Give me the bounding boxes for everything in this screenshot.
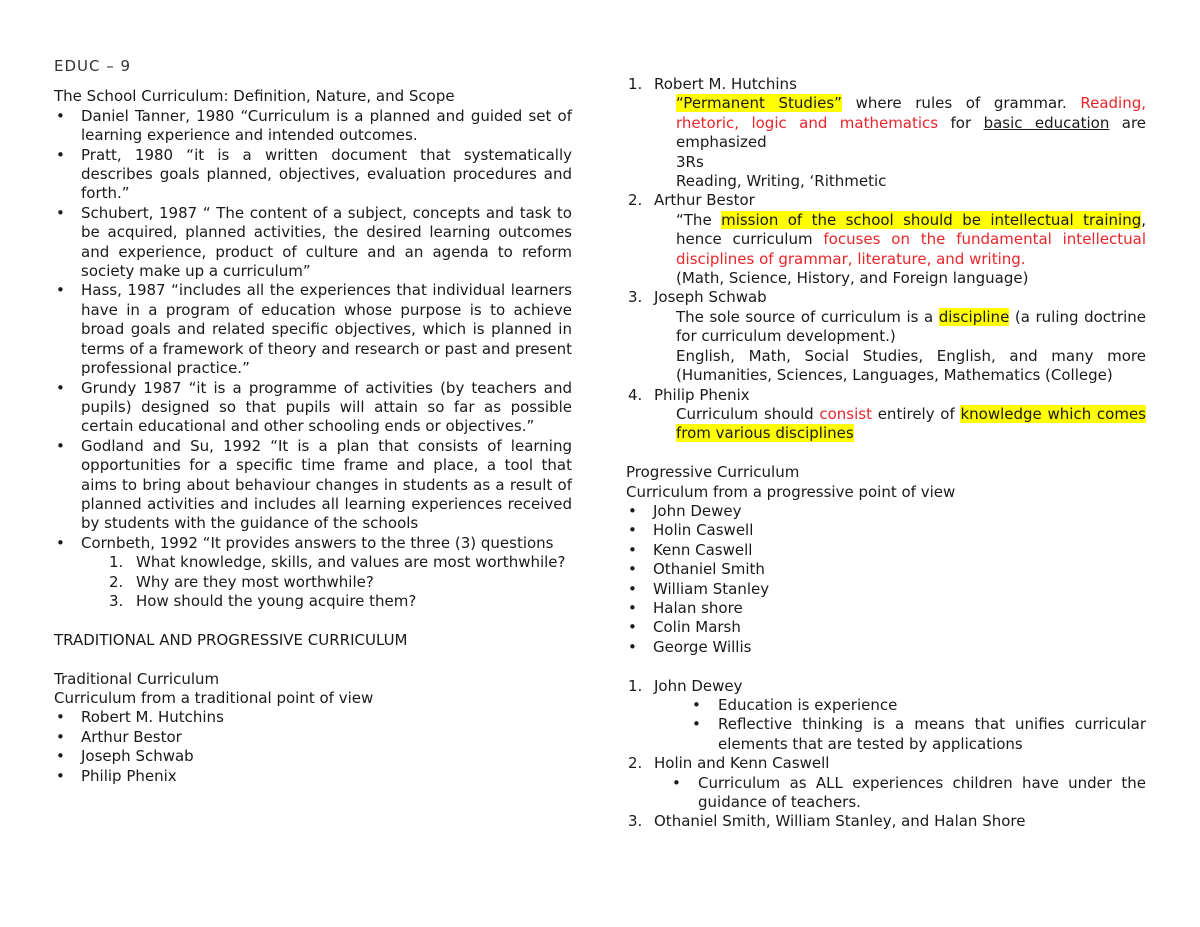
question-item: 1. What knowledge, skills, and values are most worthwhile? — [109, 553, 566, 572]
schwab-item: 3. Joseph Schwab — [628, 288, 767, 307]
question-list — [54, 553, 572, 611]
progressive-title: Progressive Curriculum — [626, 463, 800, 482]
left-column — [54, 57, 572, 786]
caswell-item: 2. Holin and Kenn Caswell — [628, 754, 830, 773]
definition-item-hass: • Hass, 1987 “includes all the experiences that individual learners have in a program of education whose purpose is to achieve broad goals and related specific objectives, which is planned in terms of a framework of theory and research or past and present professional practice.” — [54, 281, 572, 378]
underlined-text: basic education — [983, 113, 1110, 132]
caswell-point: • Curriculum as ALL experiences children have under the guidance of teachers. — [626, 774, 1146, 813]
course-code: EDUC – 9 — [54, 57, 132, 75]
question-item: 3. How should the young acquire them? — [109, 591, 417, 610]
definition-item-grundy: • Grundy 1987 “it is a programme of activities (by teachers and pupils) designed so that pupils will attain so far as possible certain educational and other schooling ends or objectives.” — [54, 379, 572, 437]
list-item: • Kenn Caswell — [626, 541, 1146, 560]
progressive-detail-list — [626, 677, 1146, 696]
list-item: • Othaniel Smith — [626, 560, 1146, 579]
progressive-people-list — [626, 502, 1146, 657]
highlight: knowledge which comes from various disciplines — [676, 404, 1146, 443]
definition-item-pratt: • Pratt, 1980 “it is a written document that systematically describes goals planned, objectives, evaluation procedures and forth.” — [54, 146, 572, 204]
traditional-title: Traditional Curriculum — [54, 669, 220, 688]
page-heading: The School Curriculum: Definition, Nature, and Scope — [54, 87, 455, 106]
hutchins-item: 1. Robert M. Hutchins — [628, 75, 797, 93]
schwab-subjects: English, Math, Social Studies, English, and many more (Humanities, Sciences, Languages, Mathematics (College) — [676, 346, 1146, 385]
definition-item-cornbeth: • Cornbeth, 1992 “It provides answers to the three (3) questions — [54, 534, 572, 553]
right-column — [626, 75, 1146, 832]
bestor-item: 2. Arthur Bestor — [628, 191, 755, 210]
list-item: • Arthur Bestor — [54, 728, 572, 747]
traditional-detail-list — [626, 75, 1146, 94]
highlight: discipline — [938, 307, 1010, 326]
section-title: TRADITIONAL AND PROGRESSIVE CURRICULUM — [54, 630, 408, 649]
list-item: • Halan shore — [626, 599, 1146, 618]
hutchins-3rs-detail: Reading, Writing, ‘Rithmetic — [676, 172, 887, 191]
question-item: 2. Why are they most worthwhile? — [109, 572, 374, 591]
highlight: mission of the school should be intellectual training — [721, 210, 1142, 229]
highlight: “Permanent Studies” — [676, 94, 842, 113]
progressive-subtitle: Curriculum from a progressive point of view — [626, 482, 956, 501]
definition-item-tanner: • Daniel Tanner, 1980 “Curriculum is a planned and guided set of learning experience and intended outcomes. — [54, 107, 572, 146]
traditional-people-list — [54, 708, 572, 786]
list-item: • Robert M. Hutchins — [54, 708, 572, 727]
red-text: consist — [819, 404, 872, 423]
dewey-point: • Education is experience — [626, 696, 1146, 715]
traditional-subtitle: Curriculum from a traditional point of view — [54, 688, 374, 707]
list-item: • Joseph Schwab — [54, 747, 572, 766]
phenix-description: Curriculum should consist entirely of knowledge which comes from various disciplines — [676, 404, 1146, 443]
phenix-item: 4. Philip Phenix — [628, 385, 750, 404]
list-item: • William Stanley — [626, 580, 1146, 599]
list-item: • John Dewey — [626, 502, 1146, 521]
dewey-point: • Reflective thinking is a means that unifies curricular elements that are tested by applications — [626, 715, 1146, 754]
dewey-item: 1. John Dewey — [628, 676, 743, 695]
red-text: focuses on the fundamental intellectual disciplines of grammar, literature, and writing. — [676, 230, 1146, 268]
smith-item: 3. Othaniel Smith, William Stanley, and Halan Shore — [628, 812, 1026, 831]
list-item: • Colin Marsh — [626, 618, 1146, 637]
list-item: • George Willis — [626, 638, 1146, 657]
schwab-description: The sole source of curriculum is a discipline (a ruling doctrine for curriculum development.) — [676, 307, 1146, 346]
list-item: • Philip Phenix — [54, 767, 572, 786]
hutchins-description: “Permanent Studies” where rules of grammar. Reading, rhetoric, logic and mathematics for basic education are emphasized — [676, 94, 1147, 152]
bestor-subjects: (Math, Science, History, and Foreign language) — [676, 269, 1029, 288]
bestor-description: “The mission of the school should be intellectual training, hence curriculum focuses on the fundamental intellectual disciplines of grammar, literature, and writing. — [676, 210, 1147, 268]
definition-item-godland: • Godland and Su, 1992 “It is a plan that consists of learning opportunities for a specific time frame and place, a tool that aims to bring about behaviour changes in students as a result of planned activities and includes all learning experiences received by students with the guidance of the schools — [54, 437, 572, 534]
definition-item-schubert: • Schubert, 1987 “ The content of a subject, concepts and task to be acquired, planned activities, the desired learning outcomes and experience, product of culture and an agenda to reform society make up a curriculum” — [54, 204, 572, 282]
definition-list — [54, 107, 572, 553]
list-item: • Holin Caswell — [626, 521, 1146, 540]
hutchins-3rs: 3Rs — [676, 152, 704, 171]
red-text: Reading, rhetoric, logic and mathematics — [676, 94, 1147, 132]
